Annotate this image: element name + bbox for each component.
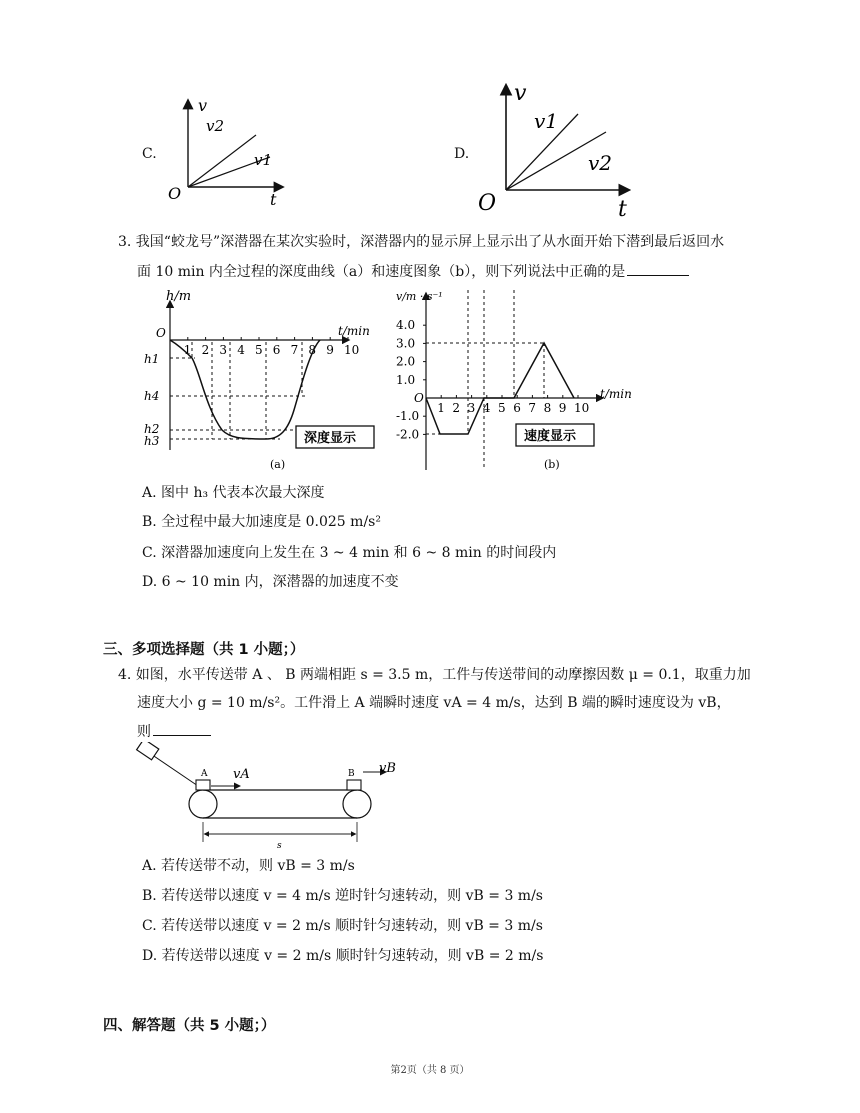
b-ytick-label: 4.0 bbox=[396, 318, 416, 333]
a-xlabel: t/min bbox=[338, 324, 370, 338]
a-tick-label: 1 bbox=[183, 343, 192, 357]
pulley-a bbox=[189, 790, 217, 818]
option-d-label: D. bbox=[454, 146, 470, 162]
q3-stem-line1: 3. 我国“蛟龙号”深潜器在某次实验时，深潜器内的显示屏上显示出了从水面开始下潜到最后返回水 bbox=[118, 234, 725, 250]
b-xtick-label: 5 bbox=[498, 401, 506, 415]
a-tick-label: 6 bbox=[272, 343, 281, 357]
q3-option-b: B. 全过程中最大加速度是 0.025 m/s² bbox=[142, 514, 381, 530]
a-ylabel: h/m bbox=[166, 290, 192, 304]
q3-stem-line2: 面 10 min 内全过程的深度曲线（a）和速度图象（b），则下列说法中正确的是 bbox=[137, 261, 689, 282]
section-4-title: 四、解答题（共 5 小题；） bbox=[103, 1018, 276, 1034]
option-c-label: C. bbox=[142, 146, 157, 162]
d-line-lower-label: v2 bbox=[588, 151, 613, 175]
block-at-b bbox=[347, 780, 361, 790]
q3-option-c: C. 深潜器加速度向上发生在 3 ~ 4 min 和 6 ~ 8 min 的时间段内 bbox=[142, 545, 557, 561]
b-xtick-label: 9 bbox=[558, 401, 567, 415]
label-va: vA bbox=[233, 767, 250, 782]
q4-stem-line1: 4. 如图，水平传送带 A 、 B 两端相距 s = 3.5 m，工件与传送带间的动摩擦因数 μ = 0.1，取重力加 bbox=[118, 667, 751, 683]
a-tick-label: 10 bbox=[344, 343, 360, 357]
graph-d bbox=[470, 78, 640, 220]
q4-stem-line2: 速度大小 g = 10 m/s²。工件滑上 A 端瞬时速度 vA = 4 m/s，达到 B 端的瞬时速度设为 vB， bbox=[137, 695, 731, 711]
a-tick-label: 9 bbox=[326, 343, 334, 357]
q4-option-a: A. 若传送带不动，则 vB = 3 m/s bbox=[142, 858, 355, 874]
q4-option-d: D. 若传送带以速度 v = 2 m/s 顺时针匀速转动，则 vB = 2 m/s bbox=[142, 948, 544, 964]
b-xtick-label: 1 bbox=[437, 401, 445, 415]
c-origin-label: O bbox=[168, 184, 182, 203]
b-xtick-label: 3 bbox=[467, 401, 476, 415]
page-footer: 第2页（共 8 页） bbox=[390, 1065, 470, 1076]
label-vb: vB bbox=[379, 761, 396, 776]
b-xtick-label: 4 bbox=[482, 401, 491, 415]
a-h2-label: h2 bbox=[144, 422, 160, 436]
b-ytick-label: 1.0 bbox=[396, 372, 416, 387]
b-panel-label: 速度显示 bbox=[524, 429, 577, 444]
b-ytick-label: 3.0 bbox=[396, 336, 416, 351]
b-ytick-label: 2.0 bbox=[396, 354, 416, 369]
label-b: B bbox=[348, 769, 355, 779]
b-xtick-label: 8 bbox=[543, 401, 552, 415]
c-axis-y-label: v bbox=[198, 96, 208, 115]
velocity-line bbox=[426, 343, 574, 434]
a-tick-label: 4 bbox=[237, 343, 245, 357]
d-axis-x-label: t bbox=[618, 197, 627, 220]
q4-stem-line3: 则 bbox=[137, 721, 211, 742]
pulley-b bbox=[343, 790, 371, 818]
d-axis-y-label: v bbox=[514, 81, 527, 106]
d-origin-label: O bbox=[478, 191, 497, 216]
q4-option-b: B. 若传送带以速度 v = 4 m/s 逆时针匀速转动，则 vB = 3 m/s bbox=[142, 888, 543, 904]
a-tick-label: 8 bbox=[308, 343, 317, 357]
a-h1-label: h1 bbox=[144, 352, 160, 366]
conveyor-figure bbox=[135, 742, 410, 852]
b-origin: O bbox=[414, 391, 424, 405]
graph-c bbox=[160, 95, 290, 220]
q4-option-c: C. 若传送带以速度 v = 2 m/s 顺时针匀速转动，则 vB = 3 m/s bbox=[142, 918, 543, 934]
b-xtick-label: 10 bbox=[574, 401, 590, 415]
label-s: s bbox=[277, 841, 282, 851]
c-line-upper bbox=[188, 135, 256, 187]
velocity-figure bbox=[392, 284, 647, 476]
b-ytick-label: -2.0 bbox=[396, 427, 420, 442]
c-line-lower-label: v1 bbox=[254, 151, 273, 169]
block-at-a bbox=[196, 780, 210, 790]
a-tick-label: 7 bbox=[290, 343, 299, 357]
q3-option-a: A. 图中 h₃ 代表本次最大深度 bbox=[142, 485, 325, 501]
depth-figure bbox=[140, 290, 385, 475]
b-caption: (b) bbox=[544, 458, 560, 471]
a-origin: O bbox=[156, 326, 166, 340]
b-xlabel: t/min bbox=[600, 387, 632, 401]
a-tick-label: 5 bbox=[255, 343, 263, 357]
answer-blank bbox=[153, 721, 211, 736]
label-a: A bbox=[201, 769, 208, 779]
c-axis-x-label: t bbox=[270, 190, 277, 209]
a-h3-label: h3 bbox=[144, 434, 160, 448]
section-3-title: 三、多项选择题（共 1 小题；） bbox=[103, 642, 305, 658]
answer-blank bbox=[627, 261, 689, 276]
b-ylabel: v/m · s⁻¹ bbox=[396, 290, 443, 303]
b-xtick-label: 7 bbox=[528, 401, 537, 415]
b-y-ticks bbox=[396, 318, 426, 441]
a-tick-label: 3 bbox=[219, 343, 228, 357]
q3-option-d: D. 6 ~ 10 min 内，深潜器的加速度不变 bbox=[142, 574, 399, 590]
a-tick-label: 2 bbox=[201, 343, 210, 357]
a-panel-label: 深度显示 bbox=[304, 431, 357, 446]
a-caption: (a) bbox=[270, 458, 286, 471]
c-line-upper-label: v2 bbox=[206, 117, 225, 135]
b-xtick-label: 2 bbox=[452, 401, 461, 415]
a-h4-label: h4 bbox=[144, 389, 160, 403]
d-line-upper-label: v1 bbox=[534, 109, 559, 133]
b-xtick-label: 6 bbox=[513, 401, 521, 415]
b-ytick-label: -1.0 bbox=[396, 409, 420, 424]
